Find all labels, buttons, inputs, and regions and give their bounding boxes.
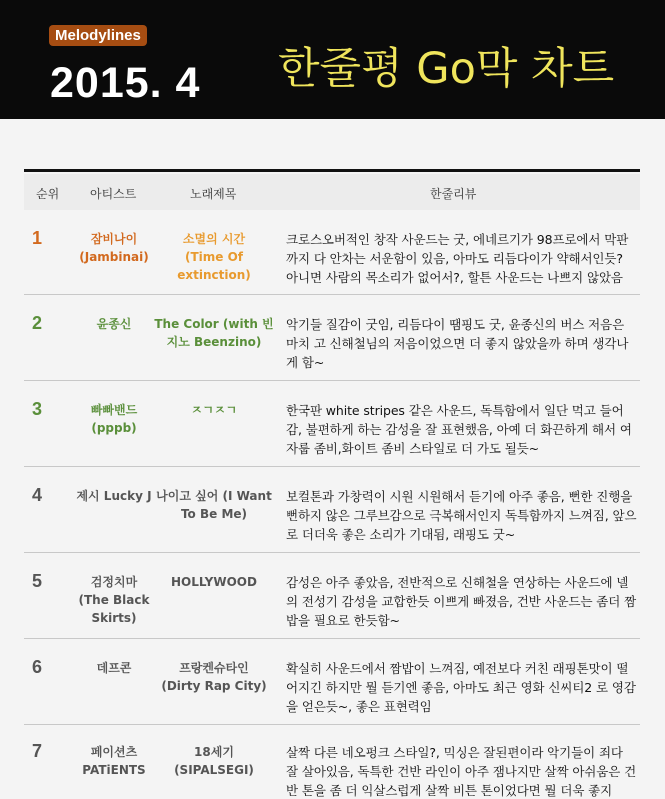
rank-number: 1	[32, 228, 43, 248]
column-header-artist: 아티스트	[90, 187, 137, 201]
artist-name: 검정치마 (The Black Skirts)	[78, 575, 150, 625]
table-top-rule	[24, 169, 640, 172]
table-row	[24, 725, 640, 799]
table-row	[24, 210, 640, 295]
song-title: 18세기 (SIPALSEGI)	[174, 745, 254, 777]
issue-date: 2015. 4	[50, 59, 201, 107]
artist-name: 제시 Lucky J	[76, 489, 152, 503]
song-title: 프랑켄슈타인 (Dirty Rap City)	[161, 661, 267, 693]
rank-number: 4	[32, 485, 43, 505]
artist-name: 페이션츠 PATiENTS	[82, 745, 146, 777]
table-row	[24, 553, 640, 639]
table-row	[24, 381, 640, 467]
header-banner	[0, 0, 665, 119]
table-header	[24, 174, 640, 210]
rank-number: 5	[32, 571, 43, 591]
song-title: HOLLYWOOD	[171, 575, 257, 589]
song-title: ㅈㄱㅈㄱ	[190, 403, 238, 417]
column-header-rank: 순위	[36, 187, 60, 201]
review-text: 한국판 white stripes 같은 사운드, 독특함에서 일단 먹고 들어감, 불편하게 하는 감성을 잘 표현했음, 아예 더 화끈하게 해서 여자룹 좀비,화이트 좀비 스타일로 더 가도 될듯~	[286, 403, 632, 456]
artist-name: 잠비나이 (Jambinai)	[79, 232, 149, 264]
page-title: 한줄평 Go막 차트	[278, 44, 615, 94]
song-title: The Color (with 빈지노 Beenzino)	[154, 317, 274, 349]
column-header-review: 한줄리뷰	[430, 187, 477, 201]
review-text: 보컬톤과 가창력이 시원 시원해서 듣기에 아주 좋음, 뻔한 진행을 뻔하지 않은 그루브감으로 극복해서인지 독특함까지 느껴짐, 앞으로 더더욱 좋은 소리가 기대됨, 래핑도 굿~	[286, 489, 637, 542]
review-text: 크로스오버적인 창작 사운드는 굿, 에네르기가 98프로에서 막판까지 다 안차는 서운함이 있음, 아마도 리듬다이가 약해서인듯? 아니면 사람의 목소리가 없어서?, 할튼 사운드는 나쁘지 않았음	[286, 232, 629, 285]
brand-badge: Melodylines	[49, 25, 147, 46]
song-title: 소멸의 시간 (Time Of extinction)	[177, 232, 251, 282]
artist-name: 데프콘	[96, 661, 132, 675]
review-text: 살짝 다른 네오펑크 스타일?, 믹싱은 잘된편이라 악기들이 죄다 잘 살아있음, 독특한 건반 라인이 아주 잼나지만 살짝 아쉬움은 건반 톤을 좀 더 익살스럽게 살짝 비튼 톤이었다면 뭘 더욱 좋지	[286, 745, 637, 798]
review-text: 확실히 사운드에서 짬밥이 느껴짐, 예전보다 커친 래핑톤맛이 떨어지긴 하지만 뭘 듣기엔 좋음, 아마도 최근 영화 신씨티2 로 영감을 얻은듯~, 좋은 표현력임	[286, 661, 636, 714]
review-text: 악기들 질감이 굿임, 리듬다이 땜핑도 굿, 윤종신의 버스 저음은 마치 고 신해철님의 저음이었으면 더 좋지 않았을까 하며 생각나게 함~	[286, 317, 629, 370]
column-header-song: 노래제목	[190, 187, 237, 201]
artist-name: 빠빠밴드 (pppb)	[90, 403, 138, 435]
rank-number: 6	[32, 657, 43, 677]
song-title: 나이고 싶어 (I Want To Be Me)	[156, 489, 272, 521]
table-row	[24, 467, 640, 553]
artist-name: 윤종신	[96, 317, 132, 331]
table-row	[24, 639, 640, 725]
rank-number: 3	[32, 399, 43, 419]
review-text: 감성은 아주 좋았음, 전반적으로 신해철을 연상하는 사운드에 넬의 전성기 감성을 교합한듯 이쁘게 빠졌음, 건반 사운드는 좀더 짬밥을 필요로 한듯함~	[286, 575, 637, 628]
table-row	[24, 295, 640, 381]
rank-number: 7	[32, 741, 43, 761]
rank-number: 2	[32, 313, 43, 333]
